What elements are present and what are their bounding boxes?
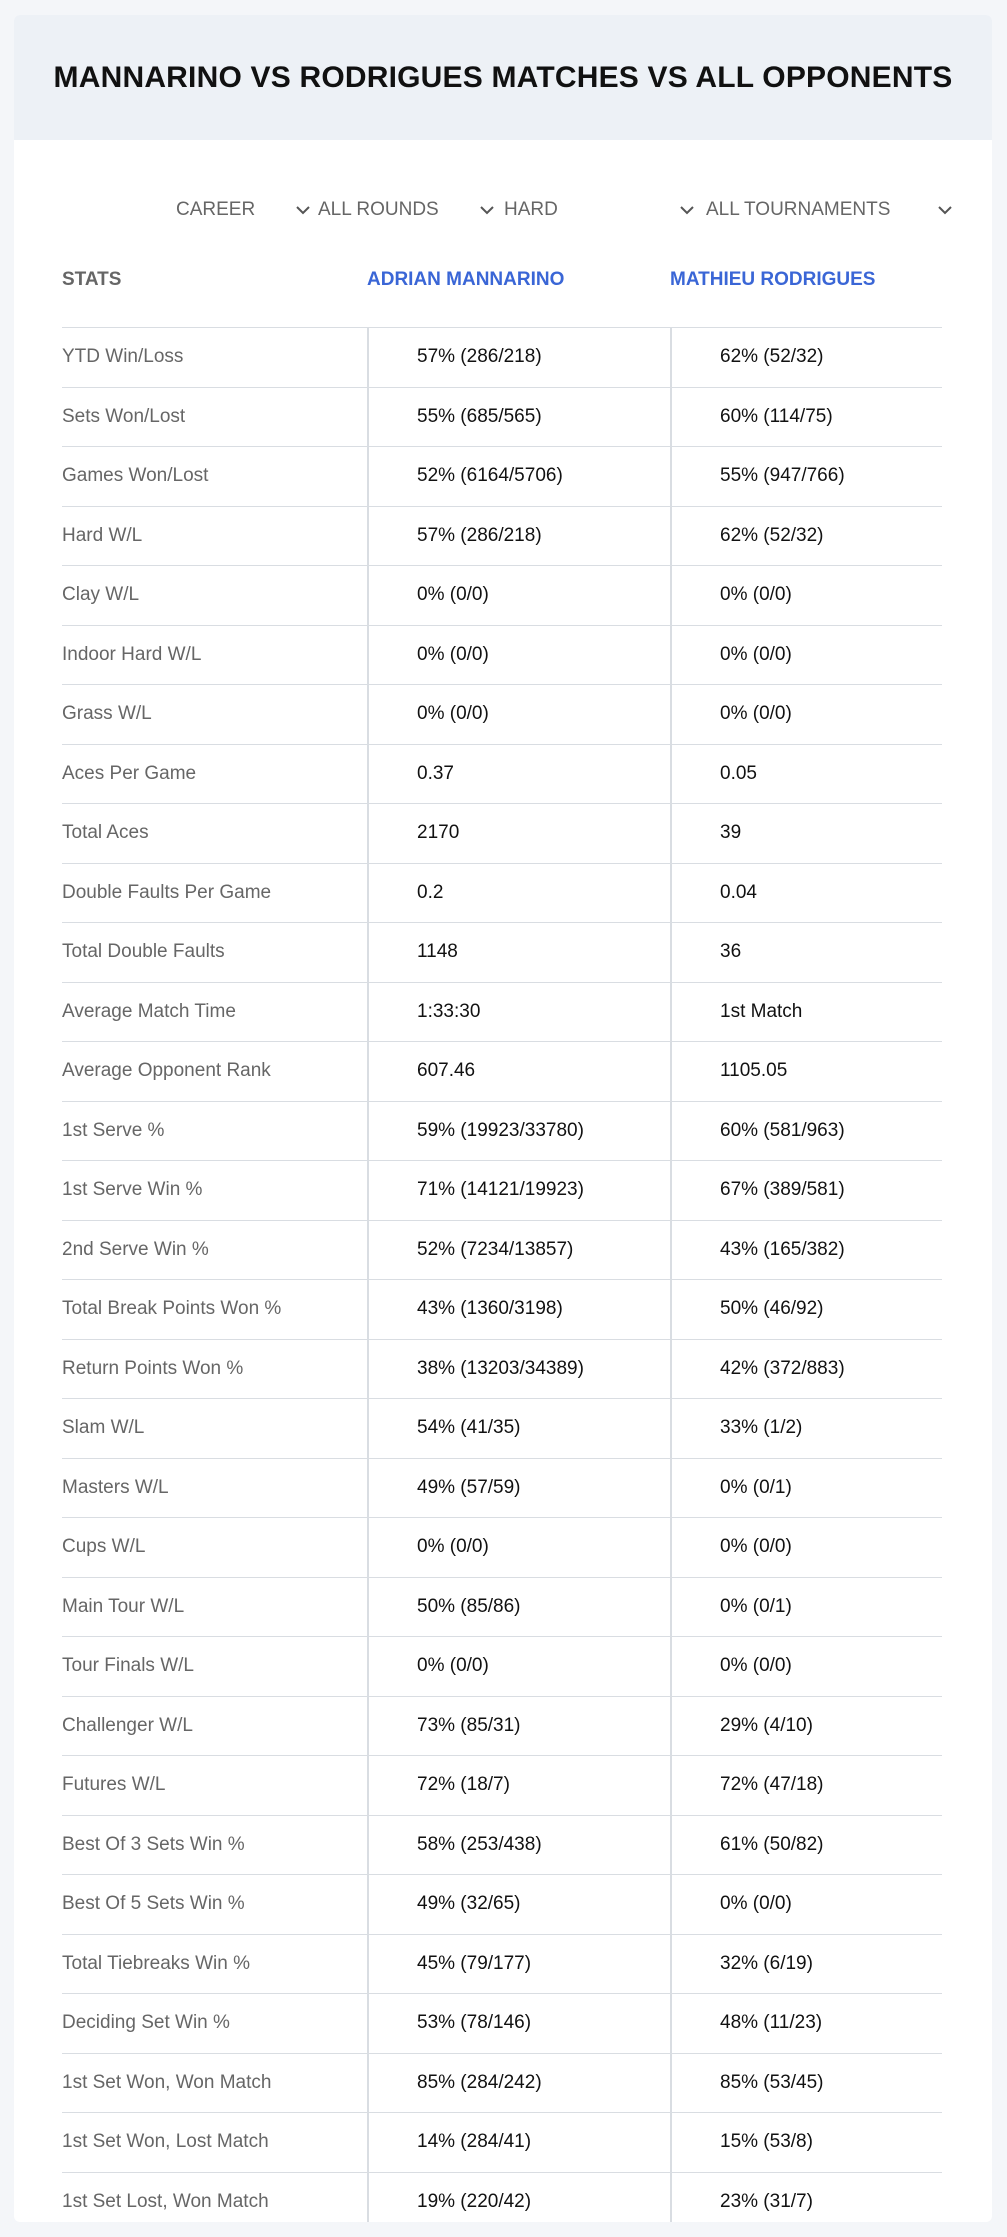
table-row: [62, 1042, 942, 1102]
player2-value: 0% (0/0): [670, 1875, 942, 1934]
table-row: [62, 1637, 942, 1697]
table-row: [62, 1518, 942, 1578]
player2-value: 61% (50/82): [670, 1816, 942, 1875]
table-row: [62, 1399, 942, 1459]
stat-label: Futures W/L: [62, 1774, 166, 1796]
stat-label: Total Tiebreaks Win %: [62, 1952, 250, 1974]
player1-value: 55% (685/565): [367, 388, 670, 447]
player2-value: 1105.05: [670, 1042, 942, 1101]
player2-value: 0% (0/1): [670, 1578, 942, 1637]
player2-value: 85% (53/45): [670, 2054, 942, 2113]
stat-label: 2nd Serve Win %: [62, 1238, 209, 1260]
player2-value: 0% (0/0): [670, 626, 942, 685]
player2-value: 60% (114/75): [670, 388, 942, 447]
player1-value: 0% (0/0): [367, 1518, 670, 1577]
table-row: [62, 507, 942, 567]
period-select-value: CAREER: [176, 199, 256, 220]
filter-bar: [14, 190, 992, 230]
player2-value: 60% (581/963): [670, 1102, 942, 1161]
chevron-down-icon: [476, 199, 498, 221]
tournaments-select[interactable]: [706, 190, 956, 230]
stat-label: Aces Per Game: [62, 762, 197, 784]
player2-value: 0% (0/0): [670, 685, 942, 744]
stat-label: Hard W/L: [62, 524, 143, 546]
tournaments-select-value: ALL TOURNAMENTS: [706, 199, 891, 220]
player2-value: 36: [670, 923, 942, 982]
column-header-player1[interactable]: ADRIAN MANNARINO: [367, 269, 565, 290]
stats-card: [14, 15, 992, 2222]
player2-value: 15% (53/8): [670, 2113, 942, 2172]
period-select[interactable]: [176, 190, 314, 230]
stat-label: 1st Set Won, Lost Match: [62, 2131, 269, 2153]
surface-select[interactable]: [504, 190, 698, 230]
player2-value: 55% (947/766): [670, 447, 942, 506]
player1-value: 1:33:30: [367, 983, 670, 1042]
player1-value: 49% (57/59): [367, 1459, 670, 1518]
stat-label: Clay W/L: [62, 584, 140, 606]
stat-label: 1st Serve %: [62, 1119, 165, 1141]
stat-label: Average Opponent Rank: [62, 1060, 271, 1082]
table-row: [62, 447, 942, 507]
table-row: [62, 1161, 942, 1221]
player2-value: 0% (0/1): [670, 1459, 942, 1518]
player2-value: 62% (52/32): [670, 507, 942, 566]
stat-label: Masters W/L: [62, 1476, 169, 1498]
player1-value: 1148: [367, 923, 670, 982]
table-row: [62, 2054, 942, 2114]
player2-value: 29% (4/10): [670, 1697, 942, 1756]
stat-label: Average Match Time: [62, 1000, 236, 1022]
player1-value: 0% (0/0): [367, 1637, 670, 1696]
stat-label: Grass W/L: [62, 703, 152, 725]
stat-label: Best Of 5 Sets Win %: [62, 1893, 245, 1915]
player1-value: 57% (286/218): [367, 328, 670, 387]
rounds-select[interactable]: [318, 190, 498, 230]
table-row: [62, 2173, 942, 2223]
stat-label: Double Faults Per Game: [62, 881, 272, 903]
player1-value: 59% (19923/33780): [367, 1102, 670, 1161]
player1-value: 38% (13203/34389): [367, 1340, 670, 1399]
player1-value: 57% (286/218): [367, 507, 670, 566]
stat-label: Total Aces: [62, 822, 149, 844]
table-body: [62, 328, 942, 2222]
player2-value: 48% (11/23): [670, 1994, 942, 2053]
player1-value: 58% (253/438): [367, 1816, 670, 1875]
stats-table: [62, 251, 942, 2222]
stat-label: Best Of 3 Sets Win %: [62, 1833, 245, 1855]
player1-value: 72% (18/7): [367, 1756, 670, 1815]
player1-value: 0.2: [367, 864, 670, 923]
stat-label: Total Double Faults: [62, 941, 225, 963]
table-row: [62, 388, 942, 448]
player2-value: 0.05: [670, 745, 942, 804]
stat-label: Sets Won/Lost: [62, 405, 186, 427]
table-row: [62, 626, 942, 686]
player1-value: 54% (41/35): [367, 1399, 670, 1458]
table-row: [62, 1459, 942, 1519]
table-row: [62, 1578, 942, 1638]
player2-value: 1st Match: [670, 983, 942, 1042]
table-row: [62, 745, 942, 805]
table-row: [62, 2113, 942, 2173]
player1-value: 607.46: [367, 1042, 670, 1101]
player2-value: 72% (47/18): [670, 1756, 942, 1815]
player1-value: 52% (7234/13857): [367, 1221, 670, 1280]
table-header: [62, 251, 942, 328]
stat-label: 1st Set Lost, Won Match: [62, 2190, 269, 2212]
chevron-down-icon: [292, 199, 314, 221]
player2-value: 23% (31/7): [670, 2173, 942, 2223]
stat-label: Deciding Set Win %: [62, 2012, 230, 2034]
table-row: [62, 1875, 942, 1935]
table-row: [62, 923, 942, 983]
player2-value: 42% (372/883): [670, 1340, 942, 1399]
surface-select-value: HARD: [504, 199, 558, 220]
player1-value: 43% (1360/3198): [367, 1280, 670, 1339]
stat-label: 1st Serve Win %: [62, 1179, 203, 1201]
stat-label: Cups W/L: [62, 1536, 146, 1558]
player2-value: 67% (389/581): [670, 1161, 942, 1220]
table-row: [62, 1340, 942, 1400]
player1-value: 49% (32/65): [367, 1875, 670, 1934]
stat-label: Challenger W/L: [62, 1714, 193, 1736]
stat-label: Main Tour W/L: [62, 1595, 185, 1617]
stat-label: Total Break Points Won %: [62, 1298, 282, 1320]
table-row: [62, 1935, 942, 1995]
stat-label: Return Points Won %: [62, 1357, 244, 1379]
player1-value: 14% (284/41): [367, 2113, 670, 2172]
chevron-down-icon: [676, 199, 698, 221]
table-row: [62, 1994, 942, 2054]
player2-value: 0.04: [670, 864, 942, 923]
player2-value: 43% (165/382): [670, 1221, 942, 1280]
table-row: [62, 864, 942, 924]
page-title: MANNARINO VS RODRIGUES MATCHES VS ALL OPPONENTS: [53, 60, 953, 94]
player1-value: 53% (78/146): [367, 1994, 670, 2053]
table-row: [62, 685, 942, 745]
stat-label: Tour Finals W/L: [62, 1655, 194, 1677]
player1-value: 52% (6164/5706): [367, 447, 670, 506]
player2-value: 39: [670, 804, 942, 863]
player1-value: 50% (85/86): [367, 1578, 670, 1637]
column-header-player2[interactable]: MATHIEU RODRIGUES: [670, 269, 876, 290]
chevron-down-icon: [934, 199, 956, 221]
stat-label: Slam W/L: [62, 1417, 145, 1439]
stat-label: 1st Set Won, Won Match: [62, 2071, 272, 2093]
player1-value: 85% (284/242): [367, 2054, 670, 2113]
column-header-stats: STATS: [62, 269, 122, 290]
player2-value: 0% (0/0): [670, 1518, 942, 1577]
table-row: [62, 1816, 942, 1876]
player1-value: 71% (14121/19923): [367, 1161, 670, 1220]
player2-value: 0% (0/0): [670, 1637, 942, 1696]
player2-value: 33% (1/2): [670, 1399, 942, 1458]
page-header: [14, 15, 992, 140]
stat-label: YTD Win/Loss: [62, 346, 184, 368]
table-row: [62, 1280, 942, 1340]
player1-value: 0% (0/0): [367, 685, 670, 744]
player2-value: 0% (0/0): [670, 566, 942, 625]
stat-label: Indoor Hard W/L: [62, 643, 202, 665]
player1-value: 0% (0/0): [367, 626, 670, 685]
table-row: [62, 566, 942, 626]
table-row: [62, 1102, 942, 1162]
table-row: [62, 983, 942, 1043]
rounds-select-value: ALL ROUNDS: [318, 199, 439, 220]
table-row: [62, 1756, 942, 1816]
table-row: [62, 804, 942, 864]
stat-label: Games Won/Lost: [62, 465, 209, 487]
player1-value: 73% (85/31): [367, 1697, 670, 1756]
player1-value: 45% (79/177): [367, 1935, 670, 1994]
table-row: [62, 1697, 942, 1757]
player1-value: 19% (220/42): [367, 2173, 670, 2223]
player1-value: 0.37: [367, 745, 670, 804]
player1-value: 0% (0/0): [367, 566, 670, 625]
player2-value: 32% (6/19): [670, 1935, 942, 1994]
player1-value: 2170: [367, 804, 670, 863]
table-row: [62, 328, 942, 388]
player2-value: 50% (46/92): [670, 1280, 942, 1339]
player2-value: 62% (52/32): [670, 328, 942, 387]
table-row: [62, 1221, 942, 1281]
